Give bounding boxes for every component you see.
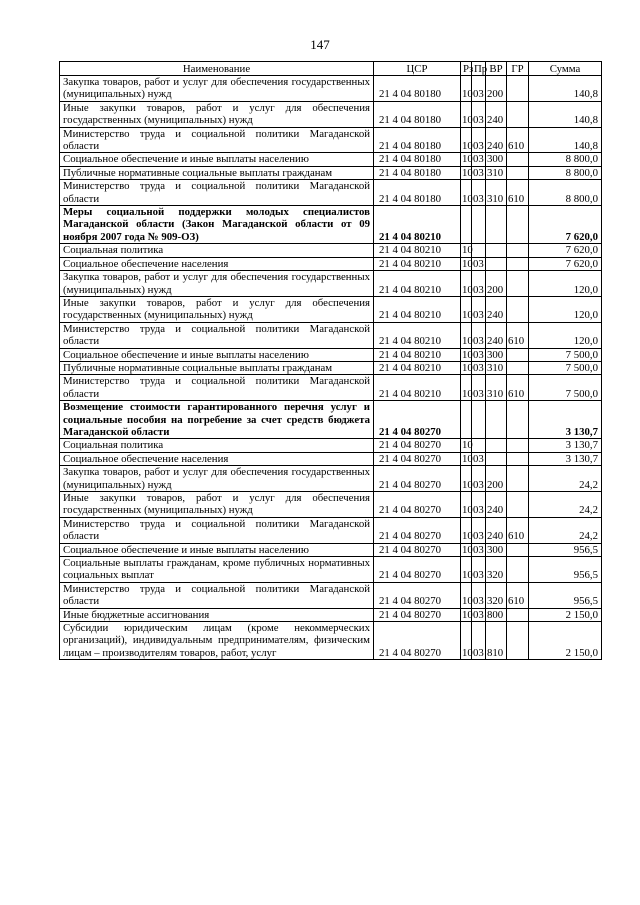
cell-pr <box>472 439 486 452</box>
cell-csr: 21 4 04 80270 <box>374 543 461 556</box>
cell-pr: 03 <box>473 543 484 556</box>
cell-pr <box>472 206 486 244</box>
cell-csr: 21 4 04 80210 <box>374 244 461 257</box>
table-row <box>60 348 602 361</box>
cell-pr: 03 <box>472 76 486 102</box>
cell-vr: 240 <box>486 296 507 322</box>
cell-name: Социальное обеспечение населения <box>60 452 374 465</box>
cell-vr: 240 <box>486 322 507 348</box>
cell-name: Иные закупки товаров, работ и услуг для обеспечения государственных (муниципальных) нужд <box>60 101 374 127</box>
cell-rz: 10 <box>461 180 472 206</box>
cell-pr: 03 <box>472 557 486 583</box>
table-row <box>60 361 602 374</box>
cell-pr: 03 <box>473 348 484 361</box>
cell-rz: 10 <box>461 127 472 153</box>
cell-rz: 10 <box>461 101 472 127</box>
cell-sum: 2 150,0 <box>529 608 602 621</box>
cell-name: Иные закупки товаров, работ и услуг для обеспечения государственных (муниципальных) нужд <box>60 296 374 322</box>
table-row <box>60 439 602 452</box>
table-row-program <box>60 206 602 244</box>
cell-csr: 21 4 04 80270 <box>374 608 461 621</box>
cell-rz: 10 <box>462 452 473 465</box>
cell-sum: 7 500,0 <box>529 348 602 361</box>
cell-name: Возмещение стоимости гарантированного перечня услуг и социальные пособия на погребение за счет средств бюджета Магаданской области <box>60 401 374 439</box>
page-number: 147 <box>310 37 330 52</box>
cell-vr <box>486 206 507 244</box>
header-gr: ГР <box>507 62 529 76</box>
header-csr: ЦСР <box>374 62 461 76</box>
cell-pr: 03 <box>472 322 486 348</box>
cell-sum: 140,8 <box>529 101 602 127</box>
cell-pr: 03 <box>472 101 486 127</box>
cell-name: Иные закупки товаров, работ и услуг для обеспечения государственных (муниципальных) нужд <box>60 492 374 518</box>
cell-vr: 300 <box>486 153 507 166</box>
cell-gr <box>507 257 529 270</box>
cell-sum: 956,5 <box>529 557 602 583</box>
cell-name: Субсидии юридическим лицам (кроме некоммерческих организаций), индивидуальным предпринимателям, физическим лицам – производителям товаров, работ, услуг <box>60 622 374 660</box>
cell-csr: 21 4 04 80180 <box>374 76 461 102</box>
cell-csr: 21 4 04 80210 <box>374 361 461 374</box>
cell-name: Закупка товаров, работ и услуг для обеспечения государственных (муниципальных) нужд <box>60 76 374 102</box>
cell-csr: 21 4 04 80210 <box>374 257 461 270</box>
cell-pr: 03 <box>472 127 486 153</box>
cell-gr <box>507 361 529 374</box>
cell-rz: 10 <box>461 271 472 297</box>
cell-rz: 10 <box>461 492 472 518</box>
cell-pr: 03 <box>473 153 484 166</box>
cell-gr <box>507 296 529 322</box>
table-row <box>60 582 602 608</box>
cell-name: Министерство труда и социальной политики Магаданской области <box>60 582 374 608</box>
cell-rz: 10 <box>462 166 473 179</box>
cell-csr: 21 4 04 80270 <box>374 582 461 608</box>
cell-name: Министерство труда и социальной политики Магаданской области <box>60 322 374 348</box>
cell-csr: 21 4 04 80180 <box>374 127 461 153</box>
cell-name: Министерство труда и социальной политики Магаданской области <box>60 375 374 401</box>
cell-vr: 200 <box>486 466 507 492</box>
cell-rz <box>461 401 472 439</box>
cell-gr <box>507 101 529 127</box>
cell-gr <box>507 608 529 621</box>
header-vr: ВР <box>486 62 507 76</box>
cell-pr: 03 <box>472 582 486 608</box>
cell-csr: 21 4 04 80270 <box>374 452 461 465</box>
header-pr: Пр <box>472 62 486 76</box>
cell-gr: 610 <box>507 582 529 608</box>
cell-sum: 120,0 <box>529 322 602 348</box>
cell-csr: 21 4 04 80210 <box>374 322 461 348</box>
cell-csr: 21 4 04 80270 <box>374 492 461 518</box>
cell-rz <box>461 206 472 244</box>
cell-vr: 200 <box>486 271 507 297</box>
table-header-row <box>60 62 602 76</box>
cell-sum: 8 800,0 <box>529 180 602 206</box>
cell-csr: 21 4 04 80210 <box>374 271 461 297</box>
cell-sum: 24,2 <box>529 492 602 518</box>
cell-pr: 03 <box>473 608 484 621</box>
cell-csr: 21 4 04 80180 <box>374 166 461 179</box>
cell-gr <box>507 348 529 361</box>
table-row <box>60 76 602 102</box>
table-row <box>60 466 602 492</box>
cell-csr: 21 4 04 80210 <box>374 296 461 322</box>
cell-gr <box>507 543 529 556</box>
cell-rz: 10 <box>462 439 473 452</box>
cell-vr <box>486 439 507 452</box>
cell-pr: 03 <box>473 361 484 374</box>
table-row <box>60 543 602 556</box>
table-row <box>60 517 602 543</box>
cell-pr: 03 <box>472 622 486 660</box>
table-row <box>60 244 602 257</box>
cell-rz: 10 <box>461 622 472 660</box>
cell-pr: 03 <box>472 296 486 322</box>
cell-sum: 7 620,0 <box>529 244 602 257</box>
cell-vr: 300 <box>486 543 507 556</box>
table-row <box>60 608 602 621</box>
cell-gr <box>507 244 529 257</box>
cell-vr: 240 <box>486 517 507 543</box>
cell-vr: 310 <box>486 166 507 179</box>
cell-name: Социальная политика <box>60 244 374 257</box>
table-row <box>60 271 602 297</box>
cell-pr: 03 <box>473 257 484 270</box>
cell-csr: 21 4 04 80210 <box>374 348 461 361</box>
table-row <box>60 492 602 518</box>
cell-gr <box>507 466 529 492</box>
cell-pr: 03 <box>472 517 486 543</box>
cell-gr <box>507 401 529 439</box>
cell-rz: 10 <box>461 375 472 401</box>
cell-vr: 320 <box>486 582 507 608</box>
cell-name: Закупка товаров, работ и услуг для обеспечения государственных (муниципальных) нужд <box>60 271 374 297</box>
cell-csr: 21 4 04 80210 <box>374 375 461 401</box>
cell-sum: 3 130,7 <box>529 439 602 452</box>
cell-name: Социальные выплаты гражданам, кроме публичных нормативных социальных выплат <box>60 557 374 583</box>
cell-sum: 8 800,0 <box>529 166 602 179</box>
cell-gr: 610 <box>507 180 529 206</box>
cell-name: Социальное обеспечение населения <box>60 257 374 270</box>
cell-gr <box>507 153 529 166</box>
cell-pr: 03 <box>472 466 486 492</box>
cell-gr <box>507 557 529 583</box>
cell-rz: 10 <box>462 348 473 361</box>
cell-sum: 3 130,7 <box>529 401 602 439</box>
header-sum: Сумма <box>529 62 602 76</box>
cell-gr <box>507 166 529 179</box>
cell-sum: 2 150,0 <box>529 622 602 660</box>
cell-name: Меры социальной поддержки молодых специалистов Магаданской области (Закон Магаданской области от 09 ноября 2007 года № 909-ОЗ) <box>60 206 374 244</box>
cell-csr: 21 4 04 80180 <box>374 153 461 166</box>
cell-csr: 21 4 04 80270 <box>374 517 461 543</box>
cell-rz: 10 <box>461 76 472 102</box>
cell-gr <box>507 439 529 452</box>
cell-sum: 956,5 <box>529 543 602 556</box>
cell-vr: 300 <box>486 348 507 361</box>
cell-vr: 800 <box>486 608 507 621</box>
cell-vr: 810 <box>486 622 507 660</box>
cell-rz: 10 <box>462 608 473 621</box>
table-row <box>60 166 602 179</box>
cell-gr: 610 <box>507 375 529 401</box>
cell-pr: 03 <box>472 271 486 297</box>
cell-csr: 21 4 04 80180 <box>374 180 461 206</box>
table-row <box>60 180 602 206</box>
cell-rz: 10 <box>462 543 473 556</box>
table-row <box>60 322 602 348</box>
cell-sum: 7 500,0 <box>529 361 602 374</box>
cell-gr: 610 <box>507 517 529 543</box>
cell-rz: 10 <box>461 517 472 543</box>
cell-name: Социальное обеспечение и иные выплаты населению <box>60 543 374 556</box>
cell-pr: 03 <box>472 180 486 206</box>
cell-sum: 120,0 <box>529 296 602 322</box>
cell-sum: 3 130,7 <box>529 452 602 465</box>
cell-csr: 21 4 04 80270 <box>374 622 461 660</box>
table-row <box>60 101 602 127</box>
cell-name: Социальное обеспечение и иные выплаты населению <box>60 153 374 166</box>
cell-vr: 310 <box>486 361 507 374</box>
cell-name: Министерство труда и социальной политики Магаданской области <box>60 127 374 153</box>
cell-gr <box>507 271 529 297</box>
cell-rz: 10 <box>462 244 473 257</box>
table-body <box>60 76 602 660</box>
cell-rz: 10 <box>461 466 472 492</box>
cell-gr <box>507 492 529 518</box>
cell-vr <box>486 244 507 257</box>
cell-vr: 320 <box>486 557 507 583</box>
cell-rz: 10 <box>462 153 473 166</box>
cell-name: Министерство труда и социальной политики Магаданской области <box>60 517 374 543</box>
cell-name: Иные бюджетные ассигнования <box>60 608 374 621</box>
cell-sum: 7 500,0 <box>529 375 602 401</box>
cell-sum: 24,2 <box>529 517 602 543</box>
table-row <box>60 153 602 166</box>
cell-rz: 10 <box>461 322 472 348</box>
cell-gr <box>507 452 529 465</box>
cell-sum: 140,8 <box>529 127 602 153</box>
cell-pr <box>472 401 486 439</box>
cell-rz: 10 <box>462 361 473 374</box>
table-row-program <box>60 401 602 439</box>
cell-vr <box>486 257 507 270</box>
cell-gr <box>507 76 529 102</box>
cell-name: Социальное обеспечение и иные выплаты населению <box>60 348 374 361</box>
table-row <box>60 557 602 583</box>
cell-pr: 03 <box>473 452 484 465</box>
cell-gr <box>507 622 529 660</box>
cell-csr: 21 4 04 80270 <box>374 401 461 439</box>
cell-sum: 140,8 <box>529 76 602 102</box>
table-row <box>60 375 602 401</box>
header-name: Наименование <box>60 62 374 76</box>
budget-table <box>59 61 602 660</box>
cell-vr: 240 <box>486 101 507 127</box>
cell-name: Публичные нормативные социальные выплаты гражданам <box>60 361 374 374</box>
table-row <box>60 296 602 322</box>
cell-vr: 240 <box>486 127 507 153</box>
cell-gr <box>507 206 529 244</box>
cell-csr: 21 4 04 80180 <box>374 101 461 127</box>
cell-name: Закупка товаров, работ и услуг для обеспечения государственных (муниципальных) нужд <box>60 466 374 492</box>
cell-vr <box>486 401 507 439</box>
cell-pr: 03 <box>472 375 486 401</box>
cell-name: Публичные нормативные социальные выплаты гражданам <box>60 166 374 179</box>
cell-vr: 310 <box>486 180 507 206</box>
header-rz: Рз <box>461 62 472 76</box>
cell-pr: 03 <box>472 492 486 518</box>
cell-sum: 8 800,0 <box>529 153 602 166</box>
cell-csr: 21 4 04 80270 <box>374 466 461 492</box>
cell-csr: 21 4 04 80210 <box>374 206 461 244</box>
table-row <box>60 452 602 465</box>
cell-gr: 610 <box>507 322 529 348</box>
cell-rz: 10 <box>461 557 472 583</box>
cell-pr <box>472 244 486 257</box>
table-row <box>60 257 602 270</box>
cell-sum: 7 620,0 <box>529 257 602 270</box>
cell-rz: 10 <box>461 582 472 608</box>
cell-name: Социальная политика <box>60 439 374 452</box>
cell-sum: 956,5 <box>529 582 602 608</box>
cell-vr: 310 <box>486 375 507 401</box>
cell-csr: 21 4 04 80270 <box>374 557 461 583</box>
cell-vr <box>486 452 507 465</box>
cell-gr: 610 <box>507 127 529 153</box>
cell-pr: 03 <box>473 166 484 179</box>
cell-vr: 240 <box>486 492 507 518</box>
cell-sum: 7 620,0 <box>529 206 602 244</box>
cell-sum: 120,0 <box>529 271 602 297</box>
cell-sum: 24,2 <box>529 466 602 492</box>
cell-vr: 200 <box>486 76 507 102</box>
table-row <box>60 127 602 153</box>
cell-csr: 21 4 04 80270 <box>374 439 461 452</box>
cell-rz: 10 <box>462 257 473 270</box>
cell-rz: 10 <box>461 296 472 322</box>
cell-name: Министерство труда и социальной политики Магаданской области <box>60 180 374 206</box>
table-row <box>60 622 602 660</box>
